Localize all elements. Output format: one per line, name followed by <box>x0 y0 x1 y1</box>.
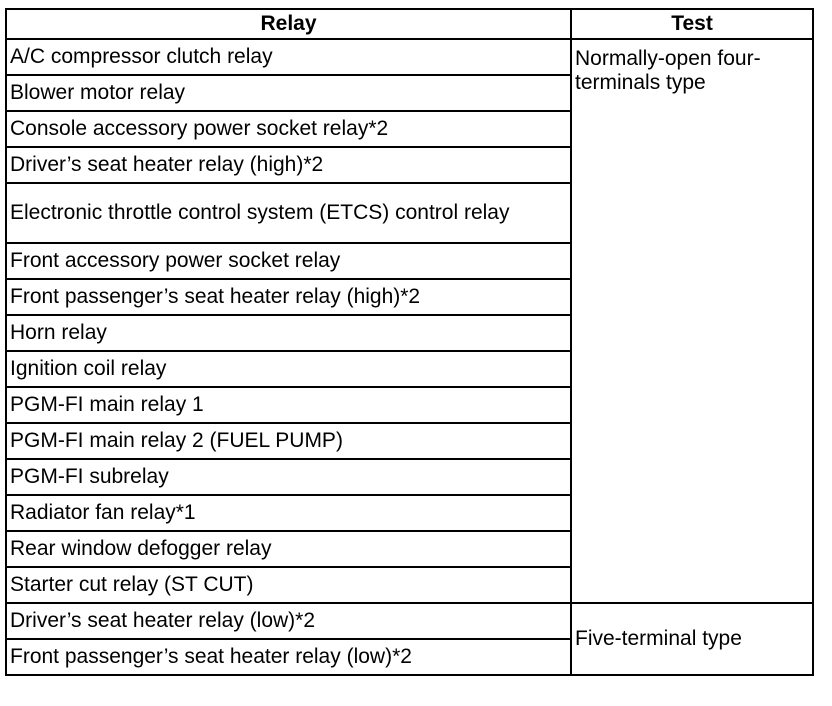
relay-name: PGM-FI subrelay <box>6 459 571 495</box>
relay-name: Driver’s seat heater relay (low)*2 <box>6 603 571 639</box>
relay-name: Console accessory power socket relay*2 <box>6 111 571 147</box>
relay-name: Front passenger’s seat heater relay (high)*2 <box>6 279 571 315</box>
relay-name: PGM-FI main relay 1 <box>6 387 571 423</box>
relay-name: Blower motor relay <box>6 75 571 111</box>
relay-name: Front passenger’s seat heater relay (low)*2 <box>6 639 571 675</box>
test-type-five-terminal: Five-terminal type <box>571 603 813 675</box>
relay-name: Starter cut relay (ST CUT) <box>6 567 571 603</box>
table-row <box>6 39 813 75</box>
relay-name: Rear window defogger relay <box>6 531 571 567</box>
relay-name: Driver’s seat heater relay (high)*2 <box>6 147 571 183</box>
table-row <box>6 603 813 639</box>
relay-column-header: Relay <box>6 9 571 39</box>
relay-name: Electronic throttle control system (ETCS) control relay <box>6 183 571 243</box>
relay-name: A/C compressor clutch relay <box>6 39 571 75</box>
relay-name: Front accessory power socket relay <box>6 243 571 279</box>
test-type-normally-open: Normally-open four-terminals type <box>571 39 813 603</box>
relay-name: PGM-FI main relay 2 (FUEL PUMP) <box>6 423 571 459</box>
relay-name: Horn relay <box>6 315 571 351</box>
relay-name: Ignition coil relay <box>6 351 571 387</box>
test-column-header: Test <box>571 9 813 39</box>
relay-test-table <box>5 8 814 676</box>
header-row <box>6 9 813 39</box>
relay-name: Radiator fan relay*1 <box>6 495 571 531</box>
